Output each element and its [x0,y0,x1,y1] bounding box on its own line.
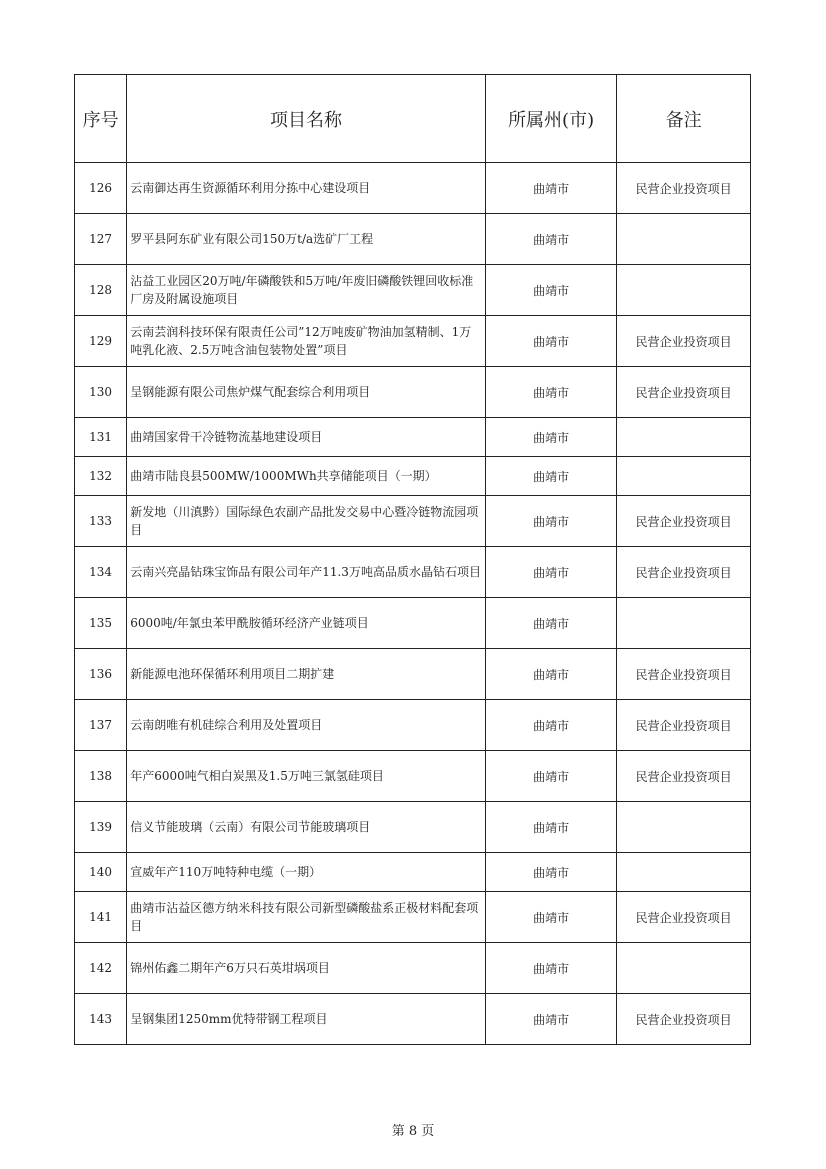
note-cell: 民营企业投资项目 [617,547,751,598]
table-row [75,547,751,598]
header-note: 备注 [617,75,751,163]
note-cell [617,943,751,994]
note-cell [617,214,751,265]
row-number: 132 [75,457,127,496]
row-number: 141 [75,892,127,943]
note-cell: 民营企业投资项目 [617,316,751,367]
project-name: 呈钢能源有限公司焦炉煤气配套综合利用项目 [127,367,486,418]
table-row [75,751,751,802]
city-cell: 曲靖市 [485,418,617,457]
table-row [75,163,751,214]
note-cell [617,418,751,457]
table-row [75,994,751,1045]
city-cell: 曲靖市 [485,892,617,943]
table-row [75,457,751,496]
note-cell [617,802,751,853]
header-name: 项目名称 [127,75,486,163]
project-name: 曲靖市陆良县500MW/1000MWh共享储能项目（一期） [127,457,486,496]
city-cell: 曲靖市 [485,457,617,496]
header-city: 所属州(市) [485,75,617,163]
note-cell: 民营企业投资项目 [617,994,751,1045]
row-number: 127 [75,214,127,265]
row-number: 136 [75,649,127,700]
row-number: 126 [75,163,127,214]
table-row [75,496,751,547]
project-name: 沾益工业园区20万吨/年磷酸铁和5万吨/年废旧磷酸铁锂回收标准厂房及附属设施项目 [127,265,486,316]
row-number: 128 [75,265,127,316]
project-table [74,74,751,1045]
table-row [75,700,751,751]
project-name: 新能源电池环保循环利用项目二期扩建 [127,649,486,700]
project-name: 锦州佑鑫二期年产6万只石英坩埚项目 [127,943,486,994]
project-name: 云南朗唯有机硅综合利用及处置项目 [127,700,486,751]
note-cell [617,265,751,316]
note-cell: 民营企业投资项目 [617,163,751,214]
note-cell: 民营企业投资项目 [617,496,751,547]
note-cell: 民营企业投资项目 [617,751,751,802]
note-cell [617,598,751,649]
project-name: 曲靖市沾益区德方纳米科技有限公司新型磷酸盐系正极材料配套项目 [127,892,486,943]
table-row [75,802,751,853]
city-cell: 曲靖市 [485,853,617,892]
table-row [75,265,751,316]
note-cell: 民营企业投资项目 [617,700,751,751]
table-body [75,163,751,1045]
table-row [75,598,751,649]
city-cell: 曲靖市 [485,700,617,751]
row-number: 133 [75,496,127,547]
table-row [75,316,751,367]
project-name: 曲靖国家骨干冷链物流基地建设项目 [127,418,486,457]
city-cell: 曲靖市 [485,598,617,649]
note-cell [617,457,751,496]
note-cell [617,853,751,892]
note-cell: 民营企业投资项目 [617,892,751,943]
row-number: 143 [75,994,127,1045]
project-name: 信义节能玻璃（云南）有限公司节能玻璃项目 [127,802,486,853]
city-cell: 曲靖市 [485,496,617,547]
city-cell: 曲靖市 [485,649,617,700]
city-cell: 曲靖市 [485,994,617,1045]
note-cell: 民营企业投资项目 [617,367,751,418]
row-number: 142 [75,943,127,994]
header-no: 序号 [75,75,127,163]
city-cell: 曲靖市 [485,316,617,367]
row-number: 139 [75,802,127,853]
row-number: 129 [75,316,127,367]
row-number: 135 [75,598,127,649]
table-header-row [75,75,751,163]
city-cell: 曲靖市 [485,163,617,214]
city-cell: 曲靖市 [485,547,617,598]
city-cell: 曲靖市 [485,265,617,316]
project-name: 云南芸润科技环保有限责任公司”12万吨废矿物油加氢精制、1万吨乳化液、2.5万吨含油包装物处置”项目 [127,316,486,367]
city-cell: 曲靖市 [485,214,617,265]
page-number: 第 8 页 [391,1124,435,1139]
project-name: 年产6000吨气相白炭黑及1.5万吨三氯氢硅项目 [127,751,486,802]
city-cell: 曲靖市 [485,943,617,994]
row-number: 140 [75,853,127,892]
row-number: 138 [75,751,127,802]
city-cell: 曲靖市 [485,751,617,802]
row-number: 131 [75,418,127,457]
project-name: 6000吨/年氯虫苯甲酰胺循环经济产业链项目 [127,598,486,649]
project-name: 云南兴亮晶钻珠宝饰品有限公司年产11.3万吨高品质水晶钻石项目 [127,547,486,598]
table-row [75,214,751,265]
table-row [75,367,751,418]
city-cell: 曲靖市 [485,367,617,418]
project-name: 罗平县阿东矿业有限公司150万t/a选矿厂工程 [127,214,486,265]
table-row [75,892,751,943]
table-row [75,649,751,700]
city-cell: 曲靖市 [485,802,617,853]
row-number: 137 [75,700,127,751]
row-number: 134 [75,547,127,598]
table-row [75,853,751,892]
row-number: 130 [75,367,127,418]
table-row [75,943,751,994]
project-name: 云南御达再生资源循环利用分拣中心建设项目 [127,163,486,214]
table-row [75,418,751,457]
note-cell: 民营企业投资项目 [617,649,751,700]
project-name: 宣威年产110万吨特种电缆（一期） [127,853,486,892]
project-name: 新发地（川滇黔）国际绿色农副产品批发交易中心暨冷链物流园项目 [127,496,486,547]
project-name: 呈钢集团1250mm优特带钢工程项目 [127,994,486,1045]
